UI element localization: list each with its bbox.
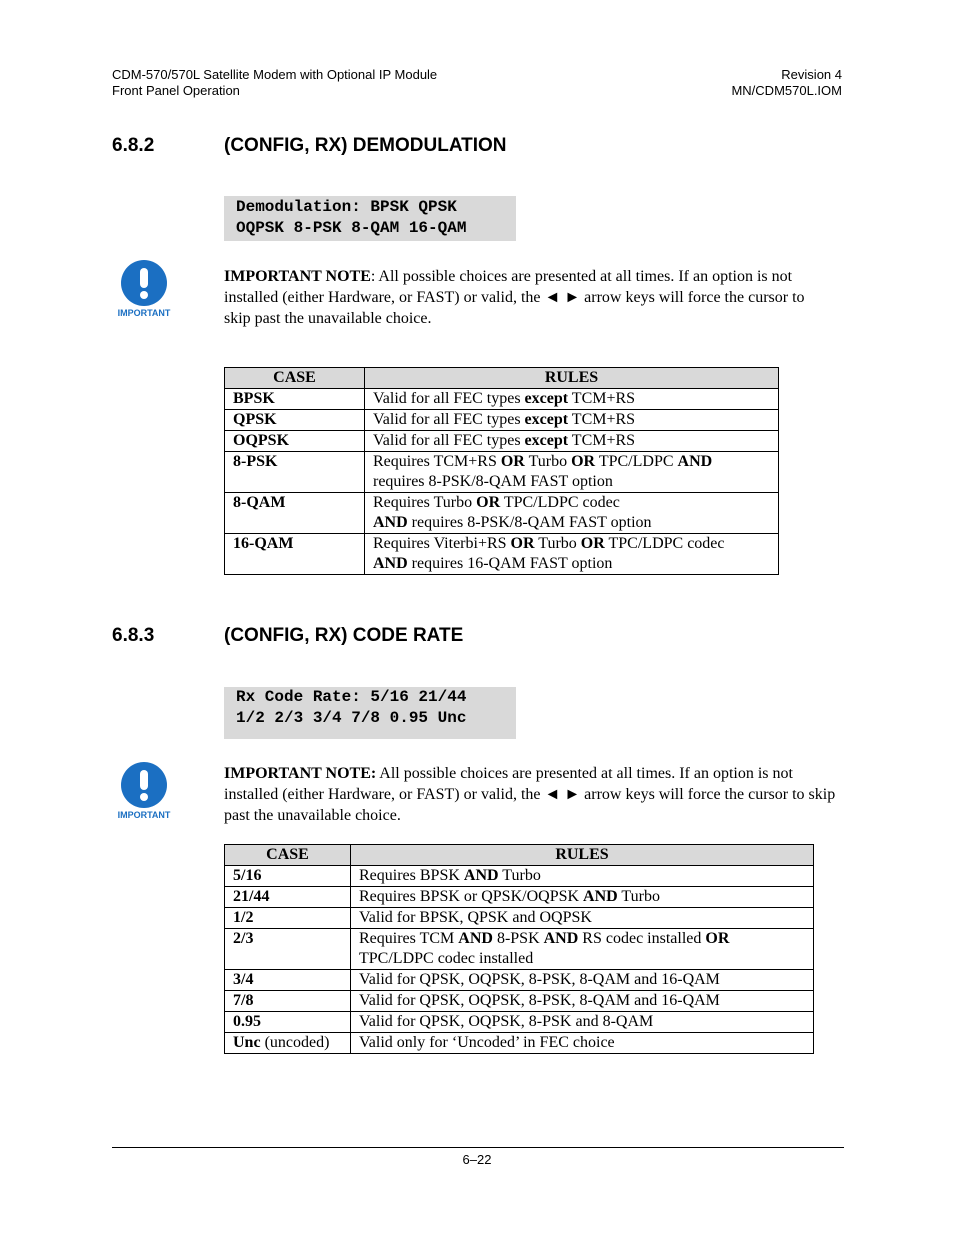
table-row [225, 493, 779, 534]
rule-cell: Valid for QPSK, OQPSK, 8-PSK and 8-QAM [351, 1012, 814, 1033]
lcd-line-2: OQPSK 8-PSK 8-QAM 16-QAM [236, 219, 467, 237]
case-value: 8-PSK [233, 453, 278, 470]
exclamation-bar [140, 770, 148, 790]
case-cell [225, 970, 351, 991]
rule-cell: Valid for all FEC types except TCM+RS [365, 410, 779, 431]
case-cell [225, 929, 351, 970]
section-heading-demodulation [112, 135, 507, 157]
case-value: 16-QAM [233, 535, 294, 552]
header-chapter: Front Panel Operation [112, 83, 240, 98]
rule-cell: Requires TCM AND 8-PSK AND RS codec installed OR TPC/LDPC codec installed [351, 929, 814, 970]
table-header-row [225, 845, 814, 866]
rule-cell: Valid for QPSK, OQPSK, 8-PSK, 8-QAM and 16-QAM [351, 970, 814, 991]
case-value: 3/4 [233, 971, 254, 988]
table-row [225, 389, 779, 410]
table-header-row [225, 368, 779, 389]
code-rate-rules-table [224, 844, 814, 1054]
rule-cell: Valid for all FEC types except TCM+RS [365, 389, 779, 410]
page-number: 6–22 [462, 1152, 492, 1167]
section-number: 6.8.2 [112, 135, 155, 156]
running-header-left [112, 67, 437, 99]
table-row [225, 908, 814, 929]
header-doc-number: MN/CDM570L.IOM [731, 83, 842, 98]
lcd-line-1: Demodulation: BPSK QPSK [236, 198, 457, 216]
note-body: : All possible choices are presented at all times. If an option is not installed (either Hardware, or FAST) or valid, the ◄ ► arrow keys will force the cursor to skip past the unavailable choice. [224, 268, 805, 327]
important-note-demodulation [224, 266, 824, 329]
case-cell [225, 887, 351, 908]
rule-cell: Valid for BPSK, QPSK and OQPSK [351, 908, 814, 929]
rule-cell: Valid for QPSK, OQPSK, 8-PSK, 8-QAM and 16-QAM [351, 991, 814, 1012]
exclamation-dot [140, 291, 148, 299]
case-value: QPSK [233, 411, 277, 428]
rule-cell: Requires TCM+RS OR Turbo OR TPC/LDPC AND requires 8-PSK/8-QAM FAST option [365, 452, 779, 493]
case-value: Unc [233, 1034, 261, 1051]
column-header-rules: RULES [351, 845, 814, 866]
important-icon [112, 762, 176, 828]
case-cell [225, 389, 365, 410]
header-revision: Revision 4 [781, 67, 842, 82]
lcd-display-code-rate [224, 687, 516, 739]
rule-cell: Requires BPSK AND Turbo [351, 866, 814, 887]
case-value: 7/8 [233, 992, 254, 1009]
case-value: 5/16 [233, 867, 262, 884]
section-heading-code-rate [112, 625, 463, 647]
demodulation-rules-table [224, 367, 779, 575]
section-number: 6.8.3 [112, 625, 155, 646]
note-body: All possible choices are presented at all times. If an option is not installed (either Hardware, or FAST) or valid, the ◄ ► arrow keys will force the cursor to skip past the unavailable choice. [224, 765, 836, 824]
column-header-case: CASE [225, 845, 351, 866]
case-cell [225, 908, 351, 929]
exclamation-dot [140, 793, 148, 801]
case-cell [225, 493, 365, 534]
rule-cell: Requires BPSK or QPSK/OQPSK AND Turbo [351, 887, 814, 908]
table-row [225, 1033, 814, 1054]
rule-cell: Requires Viterbi+RS OR Turbo OR TPC/LDPC codec AND requires 16-QAM FAST option [365, 534, 779, 575]
important-icon [112, 260, 176, 326]
table-row [225, 1012, 814, 1033]
lcd-line-2: 1/2 2/3 3/4 7/8 0.95 Unc [236, 709, 467, 727]
important-icon-label: IMPORTANT [117, 308, 171, 318]
case-value: 2/3 [233, 930, 254, 947]
table-row [225, 452, 779, 493]
column-header-case: CASE [225, 368, 365, 389]
table-row [225, 929, 814, 970]
case-cell [225, 452, 365, 493]
rule-cell: Valid for all FEC types except TCM+RS [365, 431, 779, 452]
table-row [225, 991, 814, 1012]
case-cell [225, 1012, 351, 1033]
case-value: BPSK [233, 390, 275, 407]
case-cell [225, 1033, 351, 1054]
important-icon-label: IMPORTANT [117, 810, 171, 820]
header-doc-title: CDM-570/570L Satellite Modem with Optional IP Module [112, 67, 438, 82]
important-note-code-rate [224, 763, 842, 826]
case-value: 8-QAM [233, 494, 286, 511]
footer-rule [112, 1147, 844, 1148]
table-row [225, 970, 814, 991]
case-cell [225, 431, 365, 452]
case-cell [225, 534, 365, 575]
rule-cell: Requires Turbo OR TPC/LDPC codec AND requires 8-PSK/8-QAM FAST option [365, 493, 779, 534]
section-title: (CONFIG, RX) DEMODULATION [224, 135, 507, 156]
note-lead: IMPORTANT NOTE: [224, 765, 377, 782]
lcd-line-1: Rx Code Rate: 5/16 21/44 [236, 688, 467, 706]
case-value: 1/2 [233, 909, 254, 926]
note-lead: IMPORTANT NOTE [224, 268, 371, 285]
case-suffix: (uncoded) [260, 1034, 330, 1051]
column-header-rules: RULES [365, 368, 779, 389]
table-row [225, 410, 779, 431]
case-cell [225, 991, 351, 1012]
table-row [225, 534, 779, 575]
running-header-right [731, 67, 842, 99]
rule-cell: Valid only for ‘Uncoded’ in FEC choice [351, 1033, 814, 1054]
exclamation-bar [140, 268, 148, 288]
case-cell [225, 410, 365, 431]
case-value: 21/44 [233, 888, 270, 905]
case-value: 0.95 [233, 1013, 261, 1030]
table-row [225, 431, 779, 452]
lcd-display-demodulation [224, 196, 516, 241]
case-value: OQPSK [233, 432, 290, 449]
table-row [225, 866, 814, 887]
section-title: (CONFIG, RX) CODE RATE [224, 625, 464, 646]
table-row [225, 887, 814, 908]
case-cell [225, 866, 351, 887]
